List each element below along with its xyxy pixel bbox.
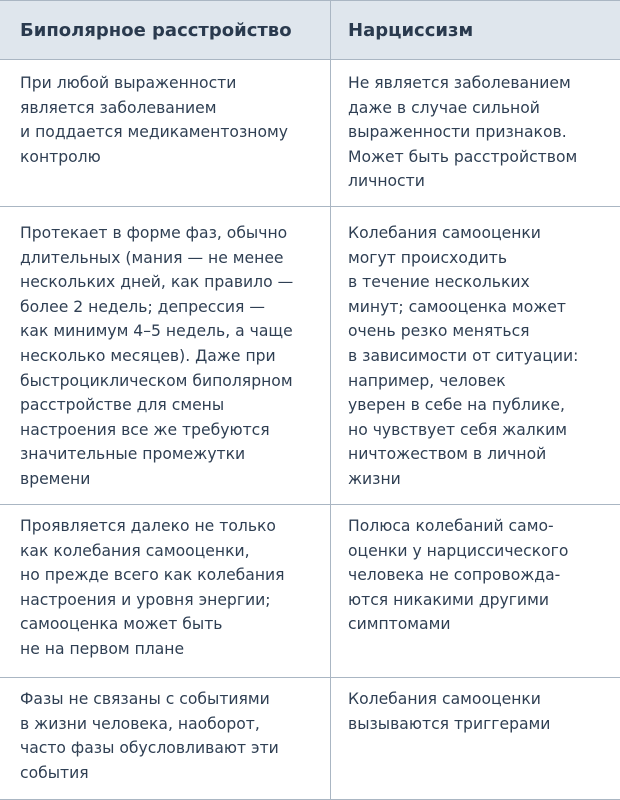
divider	[0, 504, 620, 505]
header-narcissism: Нарциссизм	[348, 19, 474, 41]
table-cell: Колебания самооценки могут происходить в течение нескольких минут; самооценка может очень резко меняться в зависимости от ситуации: например, человек уверен в себе на публике, но чувствует себя жалким ничтожеством в личной жизни	[348, 224, 579, 488]
divider	[0, 677, 620, 678]
table-cell: Протекает в форме фаз, обычно длительных (мания — не менее нескольких дней, как правило — более 2 недель; депрессия — как минимум 4–5 недель, а чаще несколько месяцев). Даже при быстроциклическом биполярном расстройстве для смены настроения все же требуются значительные промежутки времени	[20, 224, 294, 488]
table-cell: Не является заболеванием даже в случае сильной выраженности признаков. Может быть расстройством личности	[348, 74, 578, 191]
column-divider	[330, 0, 331, 800]
divider	[0, 206, 620, 207]
table-cell: Полюса колебаний само- оценки у нарциссического человека не сопровожда- ются никакими другими симптомами	[348, 517, 569, 634]
table-cell: Фазы не связаны с событиями в жизни человека, наоборот, часто фазы обусловливают эти события	[20, 690, 279, 782]
table-cell: Колебания самооценки вызываются триггерами	[348, 690, 551, 733]
header-bipolar: Биполярное расстройство	[20, 19, 292, 41]
table-cell: При любой выраженности является заболеванием и поддается медикаментозному контролю	[20, 74, 288, 166]
table-cell: Проявляется далеко не только как колебания самооценки, но прежде всего как колебания настроения и уровня энергии; самооценка может быть не на первом плане	[20, 517, 285, 658]
